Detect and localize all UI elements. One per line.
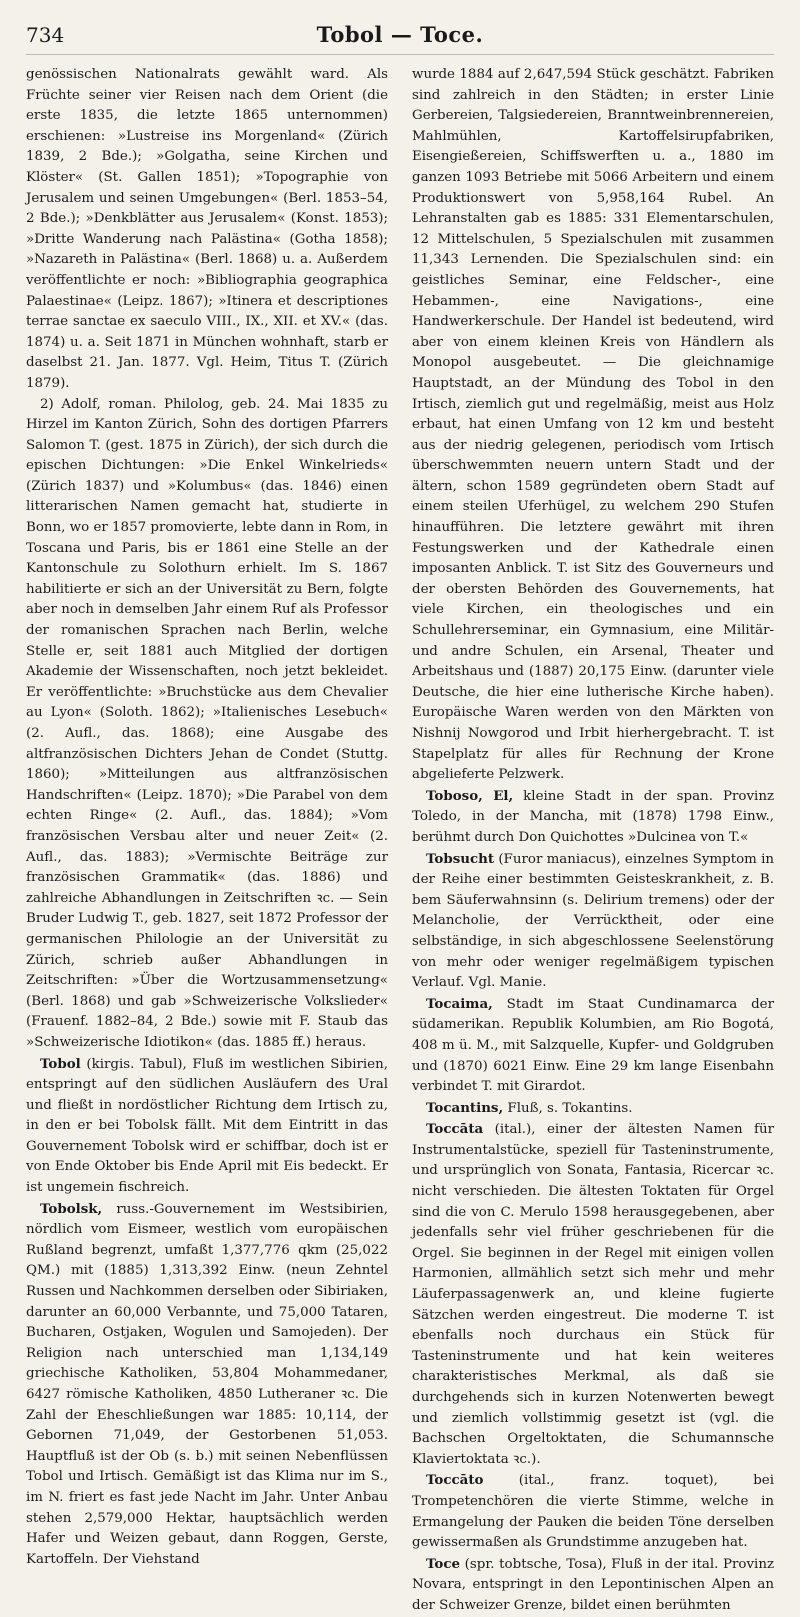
entry-text: 2) Adolf, roman. Philolog, geb. 24. Mai 1835 zu Hirzel im Kanton Zürich, Sohn des dortigen Pfarrers Salomon T. (gest. 1875 in Zürich), der sich durch die epischen Dichtungen: »Die Enkel Winkelrieds« (Zürich 1837) und »Kolumbus« (das. 1846) einen litterarischen Namen gemacht hat, studierte in Bonn, wo er 1857 promovierte, lebte dann in Rom, in Toscana und Paris, bis er 1861 eine Stelle an der Kantonschule zu Solothurn erhielt. Im S. 1867 habilitierte er sich an der Universität zu Bern, folgte aber noch in demselben Jahr einem Ruf als Professor der romanischen Sprachen nach Berlin, welche Stelle er, seit 1881 auch Mitglied der dortigen Akademie der Wissenschaften, noch jetzt bekleidet. Er veröffentlichte: »Bruchstücke aus dem Chevalier au Lyon« (Soloth. 1862); »Italienisches Lesebuch« (2. Aufl., das. 1868); eine Ausgabe des altfranzösischen Dichters Jehan de Condet (Stuttg. 1860); »Mitteilungen aus altfranzösischen Handschriften« (Leipz. 1870); »Die Parabel von dem echten Ringe« (2. Aufl., das. 1884); »Vom französischen Versbau alter und neuer Zeit« (2. Aufl., das. 1883); »Vermischte Beiträge zur französischen Grammatik« (das. 1886) und zahlreiche Abhandlungen in Zeitschriften ꝛc. — Sein Bruder Ludwig T., geb. 1827, seit 1872 Professor der germanischen Philologie an der Universität zu Zürich, schrieb außer Abhandlungen in Zeitschriften: »Über die Wortzusammensetzung« (Berl. 1868) und gab »Schweizerische Volkslieder« (Frauenf. 1882–84, 2 Bde.) sowie mit F. Staub das »Schweizerische Idiotikon« (das. 1885 ff.) heraus. <box>26 396 388 1050</box>
article-entry <box>412 849 774 994</box>
entry-headword: Tocantins, <box>426 1099 504 1116</box>
entry-headword: Toccāta <box>426 1121 484 1138</box>
article-entry <box>412 65 774 786</box>
entry-headword: Toccāto <box>426 1472 484 1489</box>
page-number: 734 <box>26 23 65 47</box>
entry-headword: Tobsucht <box>426 850 495 867</box>
entry-headword: Tocaima, <box>426 995 493 1012</box>
left-column <box>26 65 388 1567</box>
article-entry <box>412 1470 774 1553</box>
article-entry <box>412 1098 774 1120</box>
entry-text: wurde 1884 auf 2,647,594 Stück geschätzt. Fabriken sind zahlreich in den Städten; in erster Linie Gerbereien, Talgsiedereien, Branntweinbrennereien, Mahlmühlen, Kartoffelsirupfabriken, Eisengießereien, Schiffswerften u. a., 1880 im ganzen 1093 Betriebe mit 5066 Arbeitern und einem Produktionswert von 5,958,164 Rubel. An Lehranstalten gab es 1885: 331 Elementarschulen, 12 Mittelschulen, 5 Spezialschulen mit zusammen 11,343 Lernenden. Die Spezialschulen sind: ein geistliches Seminar, eine Feldscher-, eine Hebammen-, eine Navigations-, eine Handwerkerschule. Der Handel ist bedeutend, wird aber von einem kleinen Kreis von Händlern als Monopol ausgebeutet. — Die gleichnamige Hauptstadt, an der Mündung des Tobol in den Irtisch, ziemlich gut und regelmäßig, meist aus Holz erbaut, hat einen Umfang von 12 km und besteht aus der niedrig gelegenen, periodisch vom Irtisch überschwemmten neuern untern Stadt und der ältern, schon 1589 gegründeten obern Stadt auf einem steilen Uferhügel, zu welchem 290 Stufen hinaufführen. Die letztere gewährt mit ihren Festungswerken und der Kathedrale einen imposanten Anblick. T. ist Sitz des Gouverneurs und der obersten Behörden des Gouvernements, hat viele Kirchen, ein theologisches und ein Schullehrerseminar, ein Gymnasium, eine Militär- und andre Schulen, ein Arsenal, Theater und Arbeitshaus und (1887) 20,175 Einw. (darunter viele Deutsche, die hier eine lutherische Kirche haben). Europäische Waren werden von den Märkten von Nishnij Nowgorod und Irbit hierhergebracht. T. ist Stapelplatz für alles für Rechnung der Krone abgelieferte Pelzwerk. <box>412 67 774 783</box>
entry-headword: Tobol <box>40 1055 81 1072</box>
article-entry <box>26 1199 388 1571</box>
entry-text: kleine Stadt in der span. Provinz Toledo, in der Mancha, mit (1878) 1798 Einw., berühmt durch Don Quichottes »Dulcinea von T.« <box>412 788 775 845</box>
article-entry <box>412 1554 774 1617</box>
article-entry <box>26 65 388 395</box>
entry-text: (ital., franz. toquet), bei Trompetenchören die vierte Stimme, welche in Ermangelung der Pauken die beiden Töne derselben gewissermaßen als Grundstimme anzugeben hat. <box>412 1473 774 1551</box>
entry-headword: Toboso, El, <box>426 787 514 804</box>
entry-headword: Tobolsk, <box>40 1200 103 1217</box>
entry-text: (kirgis. Tabul), Fluß im westlichen Sibirien, entspringt auf den südlichen Ausläufern des Ural und fließt in nordöstlicher Richtung dem Irtisch zu, in den er bei Tobolsk fällt. Mit dem Eintritt in das Gouvernement Tobolsk wird er schiffbar, doch ist er von Ende Oktober bis Ende April mit Eis bedeckt. Er ist ungemein fischreich. <box>26 1056 388 1196</box>
entry-text: Stadt im Staat Cundinamarca der südamerikan. Republik Kolumbien, am Rio Bogotá, 408 m ü. M., mit Salzquelle, Kupfer- und Goldgruben und (1870) 6021 Einw. Eine 29 km lange Eisenbahn verbindet T. mit Girardot. <box>412 996 774 1095</box>
entry-headword: Toce <box>426 1555 461 1572</box>
entry-text: (Furor maniacus), einzelnes Symptom in der Reihe einer bestimmten Geisteskrankheit, z. B. bem Säuferwahnsinn (s. Delirium tremens) oder der Melancholie, der Verrücktheit, oder eine selbständige, in sich abgeschlossene Seelenstörung von mehr oder weniger regelmäßigem typischen Verlauf. Vgl. Manie. <box>412 851 774 991</box>
article-entry <box>412 786 774 849</box>
text-columns <box>26 65 775 1613</box>
page-header <box>26 22 774 55</box>
entry-text: russ.-Gouvernement im Westsibirien, nördlich vom Eismeer, westlich vom europäischen Rußland begrenzt, umfaßt 1,377,776 qkm (25,022 QM.) mit (1885) 1,313,392 Einw. (neun Zehntel Russen und Nachkommen derselben oder Sibiriaken, darunter an 60,000 Verbannte, und 75,000 Tataren, Bucharen, Ostjaken, Wogulen und Samojeden). Der Religion nach unterschied man 1,134,149 griechische Katholiken, 53,804 Mohammedaner, 6427 römische Katholiken, 4850 Lutheraner ꝛc. Die Zahl der Eheschließungen war 1885: 10,114, der Gebornen 71,049, der Gestorbenen 51,053. Hauptfluß ist der Ob (s. b.) mit seinen Nebenflüssen Tobol und Irtisch. Gemäßigt ist das Klima nur im S., im N. friert es fast jede Nacht im Jahr. Unter Anbau stehen 2,579,000 Hektar, hauptsächlich werden Hafer und Weizen gebaut, dann Roggen, Gerste, Kartoffeln. Der Viehstand <box>26 1201 388 1567</box>
entry-text: (spr. tobtsche, Tosa), Fluß in der ital. Provinz Novara, entspringt in den Lepontinischen Alpen an der Schweizer Grenze, bildet einen berühmten <box>412 1556 774 1613</box>
running-head: Tobol — Toce. <box>316 22 484 47</box>
article-entry <box>412 994 774 1098</box>
article-entry <box>26 395 388 1054</box>
entry-text: (ital.), einer der ältesten Namen für Instrumentalstücke, speziell für Tasteninstrumente, und ursprünglich von Sonata, Fantasia, Ricercar ꝛc. nicht verschieden. Die ältesten Toktaten für Orgel sind die von C. Merulo 1598 herausgegebenen, aber jedenfalls sehr viel früher geschriebenen für die Orgel. Sie beginnen in der Regel mit einigen vollen Harmonien, allmählich setzt sich mehr und mehr Läuferpassagenwerk an, und kleine fugierte Sätzchen werden eingestreut. Die moderne T. ist ebenfalls noch durchaus ein Stück für Tasteninstrumente und hat kein weiteres charakteristisches Merkmal, als daß sie durchgehends sich in kurzen Notenwerten bewegt und ziemlich vollstimmig gesetzt ist (vgl. die Bachschen Orgeltoktaten, die Schumannsche Klaviertoktata ꝛc.). <box>412 1122 774 1467</box>
article-entry <box>412 1119 774 1470</box>
right-column <box>412 65 775 1613</box>
entry-text: genössischen Nationalrats gewählt ward. Als Früchte seiner vier Reisen nach dem Orient (die erste 1835, die letzte 1865 unternommen) erschienen: »Lustreise ins Morgenland« (Zürich 1839, 2 Bde.); »Golgatha, seine Kirchen und Klöster« (St. Gallen 1851); »Topographie von Jerusalem und seinen Umgebungen« (Berl. 1853–54, 2 Bde.); »Denkblätter aus Jerusalem« (Konst. 1853); »Dritte Wanderung nach Palästina« (Gotha 1858); »Nazareth in Palästina« (Berl. 1868) u. a. Außerdem veröffentlichte er noch: »Bibliographia geographica Palaestinae« (Leipz. 1867); »Itinera et descriptiones terrae sanctae ex saeculo VIII., IX., XII. et XV.« (das. 1874) u. a. Seit 1871 in München wohnhaft, starb er daselbst 21. Jan. 1877. Vgl. Heim, Titus T. (Zürich 1879). <box>26 67 388 391</box>
article-entry <box>26 1054 388 1199</box>
entry-text: Fluß, s. Tokantins. <box>503 1100 633 1116</box>
